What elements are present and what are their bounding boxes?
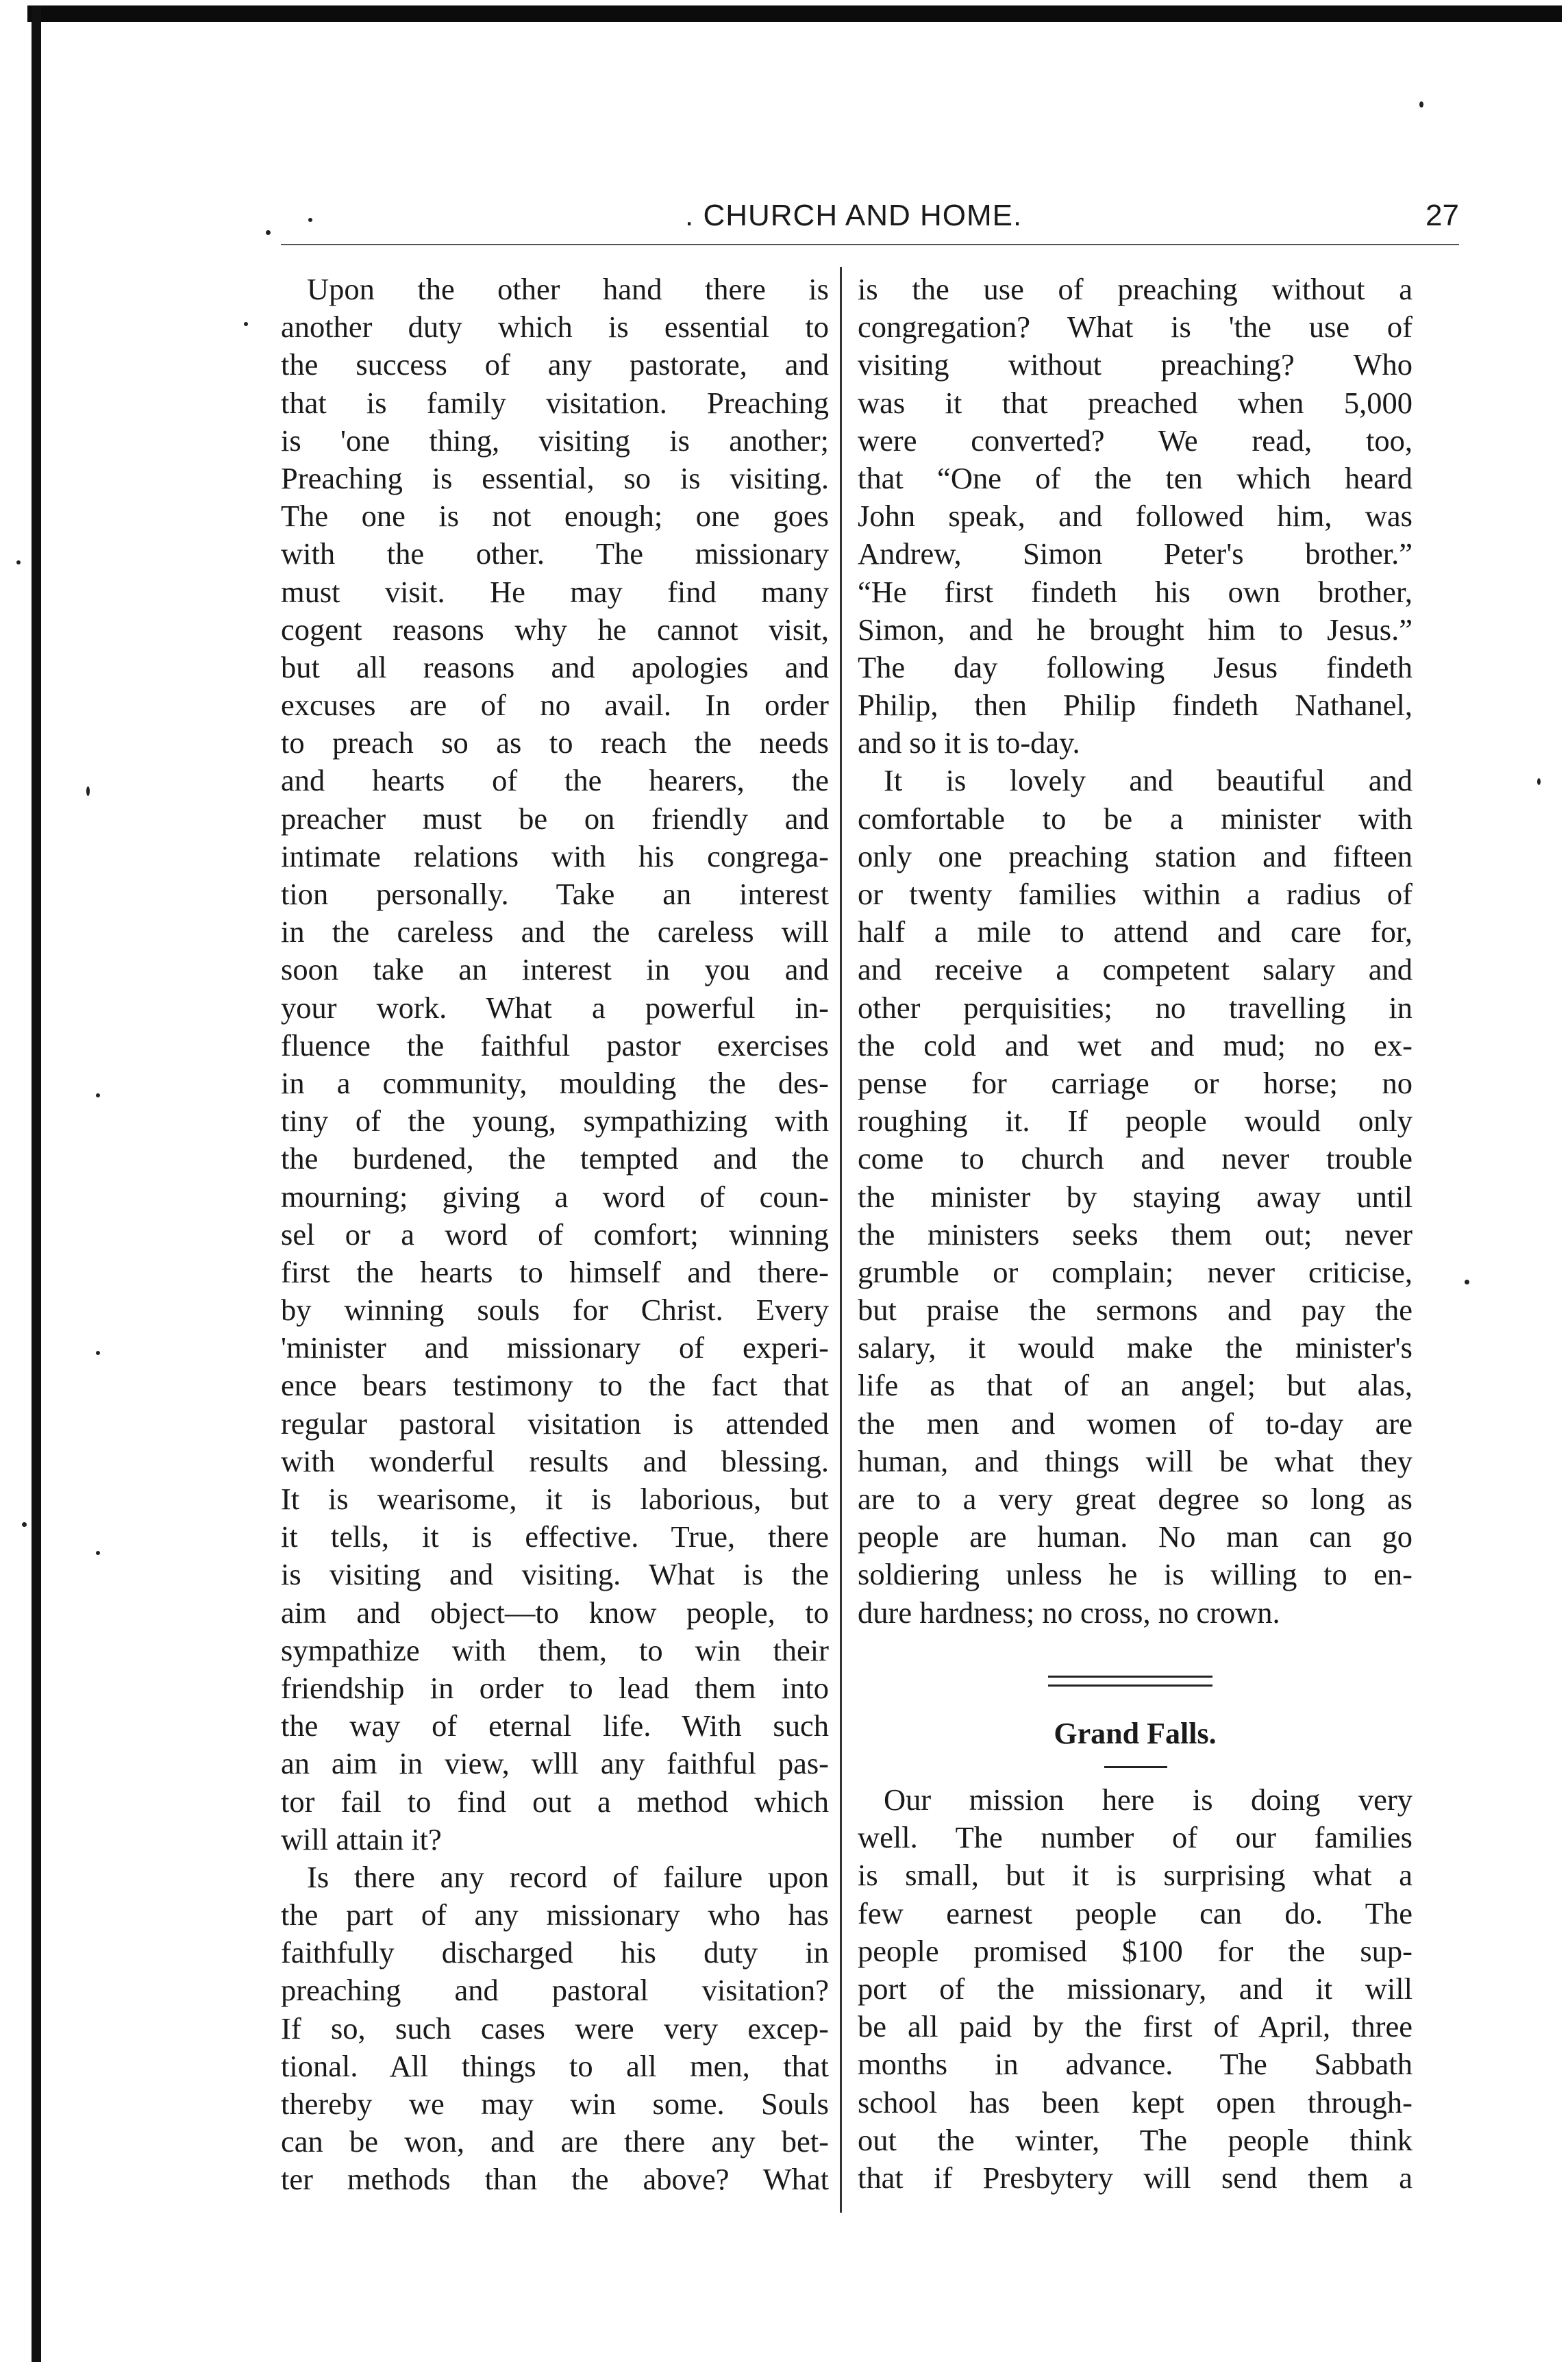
text-line: an aim in view, wlll any faithful pas-	[281, 1746, 829, 1781]
scan-speck	[1537, 778, 1541, 785]
text-line: is the use of preaching without a	[858, 272, 1413, 306]
section-separator	[1048, 1676, 1212, 1687]
text-line: mourning; giving a word of coun-	[281, 1179, 829, 1214]
text-line: friendship in order to lead them into	[281, 1670, 829, 1705]
text-line: are to a very great degree so long as	[858, 1482, 1413, 1516]
running-title: . CHURCH AND HOME.	[685, 199, 1023, 232]
text-line: human, and things will be what they	[858, 1443, 1413, 1478]
column-rule	[840, 267, 842, 2213]
text-line: well. The number of our families	[858, 1820, 1413, 1855]
text-line: cogent reasons why he cannot visit,	[281, 612, 829, 647]
text-line: your work. What a powerful in-	[281, 990, 829, 1025]
text-line: sympathize with them, to win their	[281, 1632, 829, 1667]
text-line: is small, but it is surprising what a	[858, 1858, 1413, 1893]
text-line: the burdened, the tempted and the	[281, 1141, 829, 1176]
text-line: the part of any missionary who has	[281, 1898, 829, 1932]
text-line: the minister by staying away until	[858, 1179, 1413, 1214]
text-line: the way of eternal life. With such	[281, 1708, 829, 1743]
text-line: The day following Jesus findeth	[858, 649, 1413, 684]
text-line: tiny of the young, sympathizing with	[281, 1104, 829, 1139]
text-line: with the other. The missionary	[281, 536, 829, 571]
text-line: Is there any record of failure upon	[307, 1859, 829, 1894]
text-line: Andrew, Simon Peter's brother.”	[858, 536, 1413, 571]
text-line: Preaching is essential, so is visiting.	[281, 460, 829, 495]
text-line: congregation? What is 'the use of	[858, 310, 1413, 345]
text-line: only one preaching station and fifteen	[858, 838, 1413, 873]
text-line: comfortable to be a minister with	[858, 801, 1413, 836]
text-line: soldiering unless he is willing to en-	[858, 1557, 1413, 1592]
text-line: intimate relations with his congrega-	[281, 838, 829, 873]
text-line: is visiting and visiting. What is the	[281, 1557, 829, 1592]
text-line: school has been kept open through-	[858, 2085, 1413, 2119]
text-line: the cold and wet and mud; no ex-	[858, 1028, 1413, 1062]
text-line: Our mission here is doing very	[884, 1782, 1413, 1817]
text-line: to preach so as to reach the needs	[281, 725, 829, 760]
text-line: excuses are of no avail. In order	[281, 688, 829, 723]
text-line: preacher must be on friendly and	[281, 801, 829, 836]
scan-speck	[1419, 101, 1423, 108]
text-line: It is wearisome, it is laborious, but	[281, 1482, 829, 1516]
scan-speck	[96, 1351, 100, 1355]
text-line: grumble or complain; never criticise,	[858, 1254, 1413, 1289]
page-number: 27	[1426, 199, 1459, 232]
text-line: pense for carriage or horse; no	[858, 1065, 1413, 1100]
text-line: If so, such cases were very excep-	[281, 2011, 829, 2046]
text-line: half a mile to attend and care for,	[858, 915, 1413, 949]
text-line: aim and object—to know people, to	[281, 1595, 829, 1630]
scan-speck	[22, 1522, 27, 1527]
text-line: faithfully discharged his duty in	[281, 1935, 829, 1970]
text-line: and so it is to-day.	[858, 725, 1080, 760]
text-line: will attain it?	[281, 1822, 442, 1856]
text-line: that “One of the ten which heard	[858, 460, 1413, 495]
text-line: must visit. He may find many	[281, 574, 829, 609]
text-line: that if Presbytery will send them a	[858, 2160, 1413, 2195]
text-line: is 'one thing, visiting is another;	[281, 423, 829, 458]
section-body	[858, 1781, 1413, 2197]
text-line: ence bears testimony to the fact that	[281, 1368, 829, 1403]
scan-speck	[244, 322, 248, 326]
text-line: out the winter, The people think	[858, 2122, 1413, 2157]
section-heading: Grand Falls.	[1054, 1717, 1217, 1750]
text-line: in a community, moulding the des-	[281, 1065, 829, 1100]
header-rule	[281, 244, 1459, 245]
text-line: dure hardness; no cross, no crown.	[858, 1595, 1280, 1630]
text-line: fluence the faithful pastor exercises	[281, 1028, 829, 1062]
text-line: Upon the other hand there is	[307, 272, 829, 306]
text-line: ter methods than the above? What	[281, 2162, 829, 2197]
scan-speck	[1465, 1280, 1469, 1284]
text-line: but all reasons and apologies and	[281, 649, 829, 684]
text-line: Philip, then Philip findeth Nathanel,	[858, 688, 1413, 723]
text-line: in the careless and the careless will	[281, 915, 829, 949]
text-line: and hearts of the hearers, the	[281, 763, 829, 798]
text-line: The one is not enough; one goes	[281, 499, 829, 534]
text-line: that is family visitation. Preaching	[281, 385, 829, 420]
scan-speck	[86, 786, 90, 796]
text-line: 'minister and missionary of experi-	[281, 1330, 829, 1365]
heading-rule	[1104, 1766, 1167, 1768]
text-line: people are human. No man can go	[858, 1519, 1413, 1554]
text-line: tional. All things to all men, that	[281, 2048, 829, 2083]
text-line: It is lovely and beautiful and	[884, 763, 1413, 798]
text-line: thereby we may win some. Souls	[281, 2087, 829, 2121]
left-column	[281, 271, 829, 2199]
right-column	[858, 271, 1413, 1632]
text-line: can be won, and are there any bet-	[281, 2124, 829, 2159]
scan-border-left	[32, 5, 41, 2362]
text-line: sel or a word of comfort; winning	[281, 1217, 829, 1252]
text-line: and receive a competent salary and	[858, 952, 1413, 987]
text-line: be all paid by the first of April, three	[858, 2009, 1413, 2044]
scan-speck	[96, 1093, 100, 1097]
text-line: it tells, it is effective. True, there	[281, 1519, 829, 1554]
text-line: “He first findeth his own brother,	[858, 574, 1413, 609]
text-line: tor fail to find out a method which	[281, 1784, 829, 1819]
text-line: with wonderful results and blessing.	[281, 1443, 829, 1478]
scan-border-top	[27, 5, 1562, 22]
scan-speck	[16, 560, 21, 564]
running-head	[281, 199, 1459, 240]
text-line: preaching and pastoral visitation?	[281, 1973, 829, 2008]
text-line: tion personally. Take an interest	[281, 877, 829, 911]
text-line: were converted? We read, too,	[858, 423, 1413, 458]
text-line: John speak, and followed him, was	[858, 499, 1413, 534]
scan-speck	[266, 230, 271, 235]
text-line: life as that of an angel; but alas,	[858, 1368, 1413, 1403]
text-line: come to church and never trouble	[858, 1141, 1413, 1176]
text-line: by winning souls for Christ. Every	[281, 1293, 829, 1328]
text-line: months in advance. The Sabbath	[858, 2047, 1413, 2082]
text-line: few earnest people can do. The	[858, 1895, 1413, 1930]
text-line: the ministers seeks them out; never	[858, 1217, 1413, 1252]
text-line: visiting without preaching? Who	[858, 347, 1413, 382]
text-line: roughing it. If people would only	[858, 1104, 1413, 1139]
text-line: soon take an interest in you and	[281, 952, 829, 987]
text-line: people promised $100 for the sup-	[858, 1933, 1413, 1968]
text-line: the men and women of to-day are	[858, 1406, 1413, 1441]
text-line: salary, it would make the minister's	[858, 1330, 1413, 1365]
text-line: or twenty families within a radius of	[858, 877, 1413, 911]
text-line: port of the missionary, and it will	[858, 1971, 1413, 2006]
text-line: Simon, and he brought him to Jesus.”	[858, 612, 1413, 647]
text-line: the success of any pastorate, and	[281, 347, 829, 382]
text-line: was it that preached when 5,000	[858, 385, 1413, 420]
text-line: but praise the sermons and pay the	[858, 1293, 1413, 1328]
scan-speck	[96, 1551, 100, 1555]
text-line: regular pastoral visitation is attended	[281, 1406, 829, 1441]
text-line: other perquisities; no travelling in	[858, 990, 1413, 1025]
text-line: first the hearts to himself and there-	[281, 1254, 829, 1289]
text-line: another duty which is essential to	[281, 310, 829, 345]
